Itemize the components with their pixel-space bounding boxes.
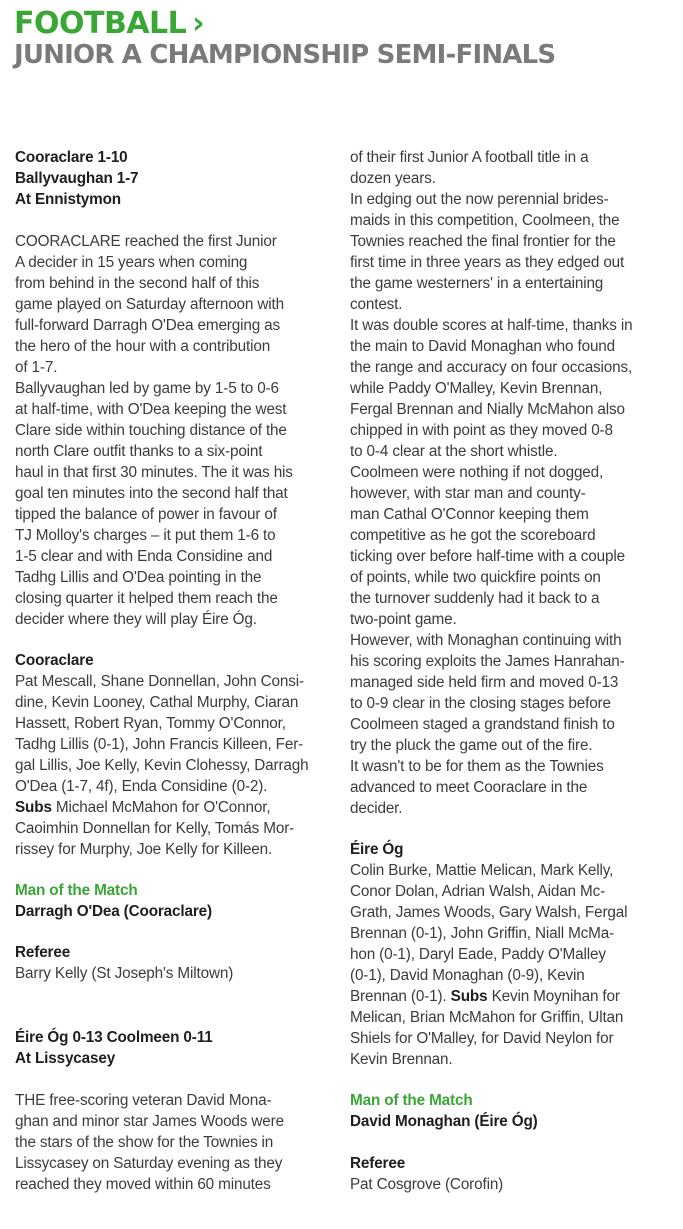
line-text: of points, while two quickfire points on xyxy=(350,569,601,586)
text-line xyxy=(15,442,262,463)
line-text: Éire Óg 0-13 Coolmeen 0-11 xyxy=(15,1029,213,1046)
text-line xyxy=(15,756,309,777)
text-line xyxy=(350,400,625,421)
text-line xyxy=(350,211,619,232)
line-text: Townies reached the final frontier for the xyxy=(350,233,616,250)
heading-line xyxy=(15,148,128,169)
line-text: COORACLARE reached the first Junior xyxy=(15,233,277,250)
line-text: ghan and minor star James Woods were xyxy=(15,1113,284,1130)
text-line xyxy=(15,693,298,714)
highlight-label xyxy=(15,881,138,902)
text-line xyxy=(350,253,624,274)
line-text: (0-1), David Monaghan (0-9), Kevin xyxy=(350,967,585,984)
line-text: Coolmeen were nothing if not dogged, xyxy=(350,464,604,481)
text-line xyxy=(350,589,599,610)
text-line xyxy=(350,442,557,463)
line-text: It wasn't to be for them as the Townies xyxy=(350,758,604,775)
article-header xyxy=(14,8,555,70)
text-line xyxy=(15,610,257,631)
line-text: the range and accuracy on four occasions, xyxy=(350,359,633,376)
line-text: first time in three years as they edged out xyxy=(350,254,625,271)
page-subtitle: JUNIOR A CHAMPIONSHIP SEMI-FINALS xyxy=(14,40,556,70)
line-text: to 0-9 clear in the closing stages before xyxy=(350,695,611,712)
line-text: Shiels for O'Malley, for David Neylon for xyxy=(350,1030,614,1047)
line-text: full-forward Darragh O'Dea emerging as xyxy=(15,317,281,334)
text-line xyxy=(350,694,611,715)
text-line xyxy=(15,1175,271,1196)
line-text: of 1-7. xyxy=(15,359,58,376)
text-line xyxy=(350,966,585,987)
text-line xyxy=(350,799,402,820)
line-text: rissey for Murphy, Joe Kelly for Killeen. xyxy=(15,841,273,858)
text-line xyxy=(350,274,603,295)
text-line xyxy=(15,358,57,379)
text-line xyxy=(15,819,294,840)
text-line xyxy=(350,757,604,778)
line-text: from behind in the second half of this xyxy=(15,275,260,292)
text-line xyxy=(350,148,588,169)
line-text: at half-time, with O'Dea keeping the west xyxy=(15,401,287,418)
text-line xyxy=(350,778,587,799)
text-line xyxy=(350,1175,503,1196)
line-text: north Clare outfit thanks to a six-point xyxy=(15,443,263,460)
line-text: A decider in 15 years when coming xyxy=(15,254,248,271)
line-text: Man of the Match xyxy=(350,1092,473,1109)
text-line xyxy=(350,736,592,757)
line-text: At Ennistymon xyxy=(15,191,121,208)
line-text: Caoimhin Donnellan for Kelly, Tomás Mor- xyxy=(15,820,295,837)
text-line xyxy=(350,358,632,379)
text-line xyxy=(15,547,272,568)
line-text: THE free-scoring veteran David Mona- xyxy=(15,1092,272,1109)
text-line xyxy=(350,316,632,337)
line-text: advanced to meet Cooraclare in the xyxy=(350,779,588,796)
text-line xyxy=(15,672,304,693)
line-text: man Cathal O'Connor keeping them xyxy=(350,506,589,523)
line-text: Referee xyxy=(15,944,71,961)
text-line xyxy=(350,924,614,945)
text-line xyxy=(350,337,615,358)
line-text: game played on Saturday afternoon with xyxy=(15,296,284,313)
chevron-right-icon: › xyxy=(192,6,205,41)
heading-line xyxy=(15,169,138,190)
text-line xyxy=(15,295,284,316)
section-title xyxy=(14,8,555,40)
line-text: In edging out the now perennial brides- xyxy=(350,191,609,208)
text-line xyxy=(350,631,622,652)
line-text: Pat Cosgrove (Corofin) xyxy=(350,1176,504,1193)
line-text: the game westerners' in a entertaining xyxy=(350,275,604,292)
text-line xyxy=(350,903,627,924)
heading-line xyxy=(15,651,93,672)
line-text: Pat Mescall, Shane Donnellan, John Consi- xyxy=(15,673,304,690)
text-line xyxy=(350,295,402,316)
text-line xyxy=(15,714,286,735)
text-line xyxy=(350,987,620,1008)
text-line xyxy=(15,964,233,985)
text-line xyxy=(15,421,287,442)
subs-label: Subs xyxy=(450,988,488,1005)
line-text: haul in that first 30 minutes. The it was his xyxy=(15,464,293,481)
text-line xyxy=(15,484,288,505)
text-line xyxy=(15,1154,282,1175)
line-text: Referee xyxy=(350,1155,406,1172)
text-line xyxy=(15,526,275,547)
text-line xyxy=(15,337,270,358)
text-line xyxy=(15,253,247,274)
text-line xyxy=(350,232,616,253)
line-text: contest. xyxy=(350,296,403,313)
line-text: the main to David Monaghan who found xyxy=(350,338,616,355)
line-text: Clare side within touching distance of the xyxy=(15,422,287,439)
text-line xyxy=(15,379,279,400)
subs-label: Subs xyxy=(15,799,52,816)
line-text: goal ten minutes into the second half that xyxy=(15,485,288,502)
text-line xyxy=(350,526,595,547)
line-text: two-point game. xyxy=(350,611,457,628)
heading-line xyxy=(15,1028,213,1049)
line-text: reached they moved within 60 minutes xyxy=(15,1176,271,1193)
line-text: Michael McMahon for O'Connor, xyxy=(55,799,271,816)
text-line xyxy=(350,715,615,736)
highlight-label xyxy=(350,1091,473,1112)
line-text: the hero of the hour with a contribution xyxy=(15,338,271,355)
line-text: David Monaghan (Éire Óg) xyxy=(350,1113,538,1130)
line-text: Éire Óg xyxy=(350,841,404,858)
heading-line xyxy=(15,902,212,923)
line-text: Colin Burke, Mattie Melican, Mark Kelly, xyxy=(350,862,614,879)
line-text: Fergal Brennan and Nially McMahon also xyxy=(350,401,625,418)
text-line xyxy=(350,547,625,568)
line-text: his scoring exploits the James Hanrahan- xyxy=(350,653,625,670)
line-text: competitive as he got the scoreboard xyxy=(350,527,596,544)
line-text: chipped in with point as they moved 0-8 xyxy=(350,422,613,439)
line-text: Brennan (0-1), John Griffin, Niall McMa- xyxy=(350,925,615,942)
line-text: tipped the balance of power in favour of xyxy=(15,506,277,523)
text-line xyxy=(350,945,606,966)
line-text: Brennan (0-1). xyxy=(350,988,447,1005)
heading-line xyxy=(350,840,403,861)
line-text: gal Lillis, Joe Kelly, Kevin Clohessy, Darragh xyxy=(15,757,309,774)
text-line xyxy=(15,798,270,819)
text-line xyxy=(15,463,293,484)
line-text: Melican, Brian McMahon for Griffin, Ultan xyxy=(350,1009,624,1026)
line-text: Tadhg Lillis and O'Dea pointing in the xyxy=(15,569,262,586)
text-line xyxy=(15,589,278,610)
text-line xyxy=(15,1091,271,1112)
text-line xyxy=(350,882,605,903)
line-text: ticking over before half-time with a couple xyxy=(350,548,625,565)
text-line xyxy=(350,190,609,211)
text-line xyxy=(15,232,277,253)
text-line xyxy=(350,463,603,484)
line-text: decider where they will play Éire Óg. xyxy=(15,611,257,628)
text-line xyxy=(350,673,618,694)
text-line xyxy=(350,169,436,190)
text-line xyxy=(15,274,259,295)
section-label: FOOTBALL xyxy=(14,6,187,41)
line-text: Cooraclare xyxy=(15,652,94,669)
line-text: At Lissycasey xyxy=(15,1050,116,1067)
text-line xyxy=(350,379,602,400)
line-text: managed side held firm and moved 0-13 xyxy=(350,674,619,691)
text-line xyxy=(15,777,267,798)
text-line xyxy=(15,1133,273,1154)
line-text: however, with star man and county- xyxy=(350,485,586,502)
text-line xyxy=(350,484,586,505)
line-text: Man of the Match xyxy=(15,882,138,899)
text-line xyxy=(15,840,272,861)
line-text: decider. xyxy=(350,800,403,817)
text-line xyxy=(15,505,277,526)
line-text: try the pluck the game out of the fire. xyxy=(350,737,593,754)
line-text: However, with Monaghan continuing with xyxy=(350,632,622,649)
text-line xyxy=(15,316,280,337)
line-text: Kevin Brennan. xyxy=(350,1051,453,1068)
line-text: closing quarter it helped them reach the xyxy=(15,590,278,607)
line-text: Grath, James Woods, Gary Walsh, Fergal xyxy=(350,904,628,921)
text-line xyxy=(350,610,457,631)
heading-line xyxy=(350,1154,405,1175)
text-line xyxy=(350,861,613,882)
line-text: of their first Junior A football title in a xyxy=(350,149,589,166)
line-text: to 0-4 clear at the short whistle. xyxy=(350,443,558,460)
line-text: Cooraclare 1-10 xyxy=(15,149,128,166)
text-line xyxy=(15,1112,284,1133)
line-text: 1-5 clear and with Enda Considine and xyxy=(15,548,273,565)
text-line xyxy=(15,735,303,756)
line-text: dine, Kevin Looney, Cathal Murphy, Ciaran xyxy=(15,694,299,711)
line-text: Ballyvaughan 1-7 xyxy=(15,170,139,187)
heading-line xyxy=(15,1049,115,1070)
text-line xyxy=(350,1008,623,1029)
line-text: Coolmeen staged a grandstand finish to xyxy=(350,716,615,733)
line-text: Darragh O'Dea (Cooraclare) xyxy=(15,903,212,920)
text-line xyxy=(15,400,286,421)
text-line xyxy=(350,568,601,589)
line-text: Ballyvaughan led by game by 1-5 to 0-6 xyxy=(15,380,279,397)
text-line xyxy=(350,1050,453,1071)
line-text: TJ Molloy's charges – it put them 1-6 to xyxy=(15,527,276,544)
line-text: It was double scores at half-time, thanks in xyxy=(350,317,633,334)
line-text: maids in this competition, Coolmeen, the xyxy=(350,212,620,229)
line-text: Hassett, Robert Ryan, Tommy O'Connor, xyxy=(15,715,286,732)
line-text: O'Dea (1-7, 4f), Enda Considine (0-2). xyxy=(15,778,268,795)
line-text: dozen years. xyxy=(350,170,436,187)
line-text: Conor Dolan, Adrian Walsh, Aidan Mc- xyxy=(350,883,606,900)
line-text: hon (0-1), Daryl Eade, Paddy O'Malley xyxy=(350,946,606,963)
line-text: while Paddy O'Malley, Kevin Brennan, xyxy=(350,380,603,397)
line-text: Lissycasey on Saturday evening as they xyxy=(15,1155,283,1172)
line-text: Tadhg Lillis (0-1), John Francis Killeen, Fer- xyxy=(15,736,304,753)
text-line xyxy=(350,1029,613,1050)
heading-line xyxy=(15,943,70,964)
line-text: Barry Kelly (St Joseph's Miltown) xyxy=(15,965,234,982)
text-line xyxy=(350,421,613,442)
text-line xyxy=(15,568,261,589)
line-text: the stars of the show for the Townies in xyxy=(15,1134,274,1151)
text-line xyxy=(350,505,589,526)
line-text: Kevin Moynihan for xyxy=(491,988,620,1005)
heading-line xyxy=(350,1112,538,1133)
text-line xyxy=(350,652,625,673)
line-text: the turnover suddenly had it back to a xyxy=(350,590,600,607)
heading-line xyxy=(15,190,121,211)
